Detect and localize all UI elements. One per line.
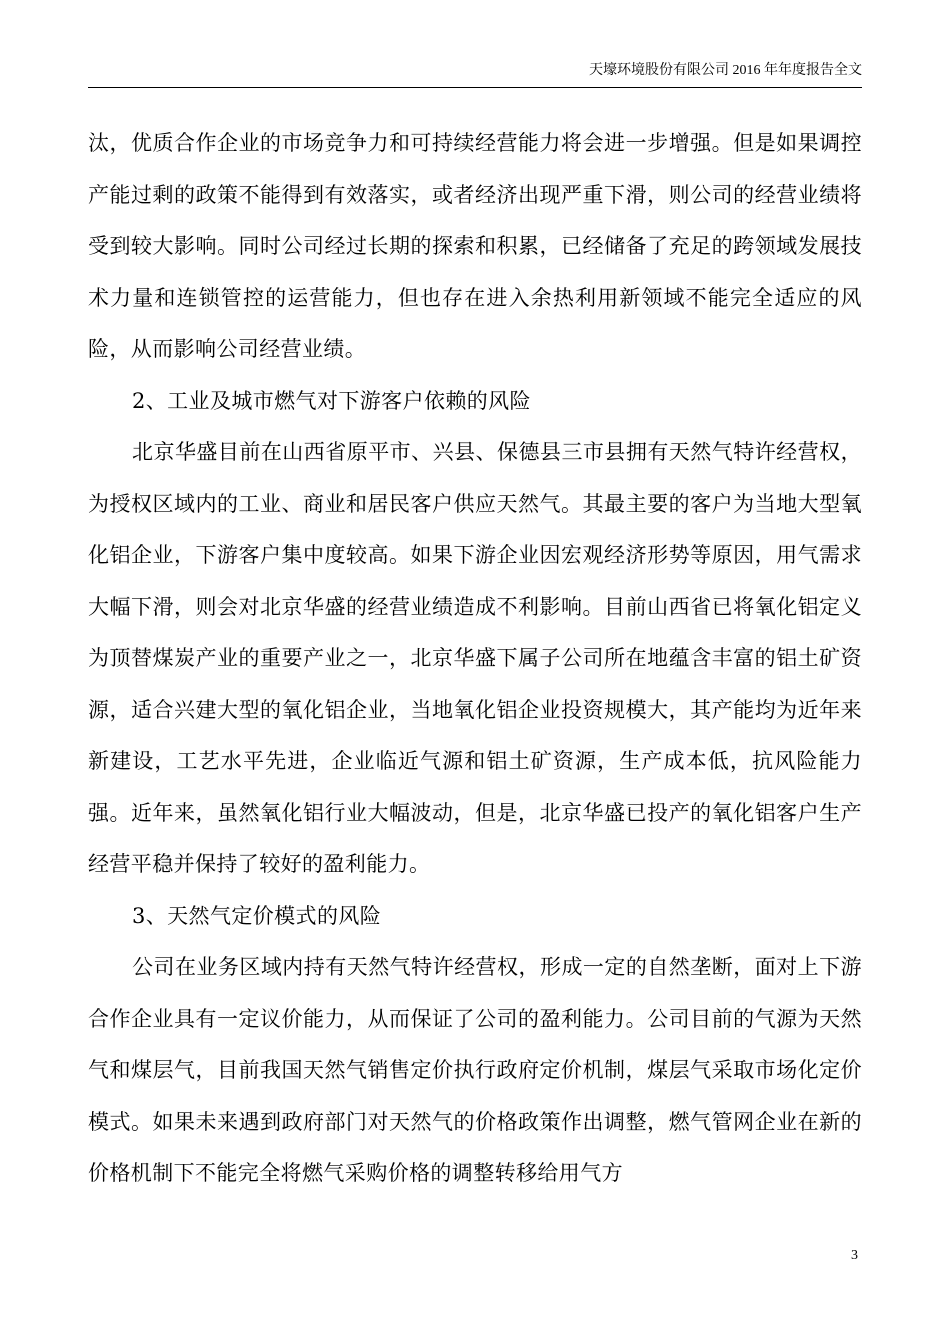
paragraph-gas-pricing: 公司在业务区域内持有天然气特许经营权，形成一定的自然垄断，面对上下游合作企业具有一定议价能力，从而保证了公司的盈利能力。公司目前的气源为天然气和煤层气，目前我国天然气销售定价执行政府定价机制，煤层气采取市场化定价模式。如果未来遇到政府部门对天然气的价格政策作出调整，燃气管网企业在新的价格机制下不能完全将燃气采购价格的调整转移给用气方 xyxy=(88,955,862,1185)
section-heading-gas-customer-dependency: 2、工业及城市燃气对下游客户依赖的风险 xyxy=(132,388,531,413)
document-body xyxy=(88,118,862,1200)
paragraph-beijing-huasheng: 北京华盛目前在山西省原平市、兴县、保德县三市县拥有天然气特许经营权，为授权区域内的工业、商业和居民客户供应天然气。其最主要的客户为当地大型氧化铝企业，下游客户集中度较高。如果下游企业因宏观经济形势等原因，用气需求大幅下滑，则会对北京华盛的经营业绩造成不利影响。目前山西省已将氧化铝定义为顶替煤炭产业的重要产业之一，北京华盛下属子公司所在地蕴含丰富的铝土矿资源，适合兴建大型的氧化铝企业，当地氧化铝企业投资规模大，其产能均为近年来新建设，工艺水平先进，企业临近气源和铝土矿资源，生产成本低，抗风险能力强。近年来，虽然氧化铝行业大幅波动，但是，北京华盛已投产的氧化铝客户生产经营平稳并保持了较好的盈利能力。 xyxy=(88,440,862,876)
page-header: 天壕环境股份有限公司 2016 年年度报告全文 xyxy=(589,63,862,78)
header-divider xyxy=(88,87,862,88)
paragraph-continuation: 汰，优质合作企业的市场竞争力和可持续经营能力将会进一步增强。但是如果调控产能过剩的政策不能得到有效落实，或者经济出现严重下滑，则公司的经营业绩将受到较大影响。同时公司经过长期的探索和积累，已经储备了充足的跨领域发展技术力量和连锁管控的运营能力，但也存在进入余热利用新领域不能完全适应的风险，从而影响公司经营业绩。 xyxy=(88,131,862,361)
page-number: 3 xyxy=(851,1248,858,1263)
section-heading-gas-pricing-model: 3、天然气定价模式的风险 xyxy=(132,903,382,928)
